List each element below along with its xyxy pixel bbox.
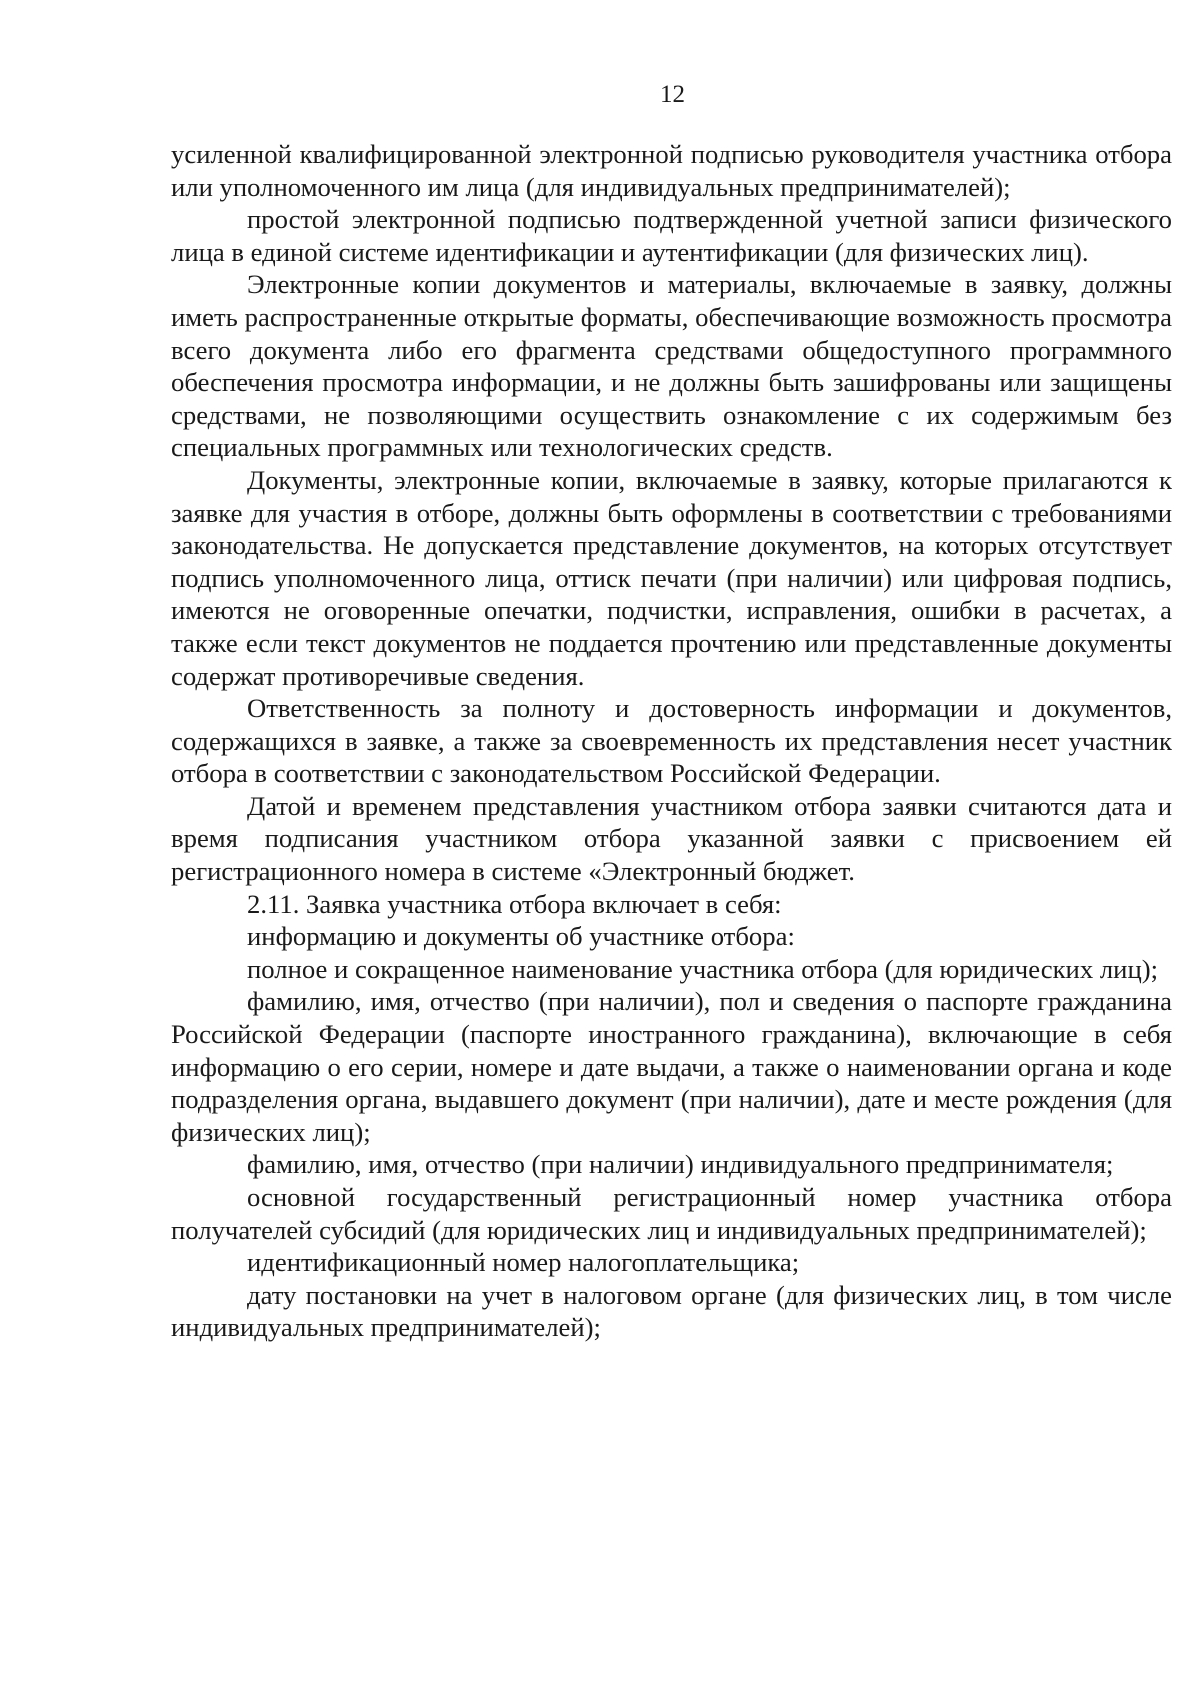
list-item: полное и сокращенное наименование участника отбора (для юридических лиц); [247,953,1159,984]
document-body [171,138,1172,1344]
list-item: фамилию, имя, отчество (при наличии) индивидуального предпринимателя; [247,1149,1114,1180]
list-item: фамилию, имя, отчество (при наличии), пол и сведения о паспорте гражданина Российской Федерации (паспорте иностранного гражданина), включающие в себя информацию о его серии, номере и дате выдачи, а также о наименовании органа и коде подразделения органа, выдавшего документ (при наличии), дате и месте рождения (для физических лиц); [171,986,1172,1147]
paragraph-continuation: усиленной квалифицированной электронной подписью руководителя участника отбора или уполномоченного им лица (для индивидуальных предпринимателей); [171,139,1172,202]
list-item: основной государственный регистрационный номер участника отбора получателей субсидий (для юридических лиц и индивидуальных предпринимателей); [171,1182,1172,1245]
paragraph: информацию и документы об участнике отбора: [247,921,795,952]
list-item: идентификационный номер налогоплательщика; [247,1247,800,1278]
paragraph: Ответственность за полноту и достоверность информации и документов, содержащихся в заявке, а также за своевременность их представления несет участник отбора в соответствии с законодательством Российской Федерации. [171,693,1172,789]
paragraph: Датой и временем представления участником отбора заявки считаются дата и время подписания участником отбора указанной заявки с присвоением ей регистрационного номера в системе «Электронный бюджет. [171,790,1172,887]
list-item: дату постановки на учет в налоговом органе (для физических лиц, в том числе индивидуальных предпринимателей); [171,1279,1172,1343]
paragraph: Электронные копии документов и материалы, включаемые в заявку, должны иметь распространенные открытые форматы, обеспечивающие возможность просмотра всего документа либо его фрагмента средствами общедоступного программного обеспечения просмотра информации, и не должны быть зашифрованы или защищены средствами, не позволяющими осуществить ознакомление с их содержимым без специальных программных или технологических средств. [171,269,1172,463]
page-number: 12 [660,81,685,108]
paragraph: Документы, электронные копии, включаемые в заявку, которые прилагаются к заявке для участия в отборе, должны быть оформлены в соответствии с требованиями законодательства. Не допускается представление документов, на которых отсутствует подпись уполномоченного лица, оттиск печати (при наличии) или цифровая подпись, имеются не оговоренные опечатки, подчистки, исправления, ошибки в расчетах, а также если текст документов не поддается прочтению или представленные документы содержат противоречивые сведения. [171,464,1172,691]
paragraph: простой электронной подписью подтвержденной учетной записи физического лица в единой системе идентификации и аутентификации (для физических лиц). [171,204,1172,267]
section-heading: 2.11. Заявка участника отбора включает в себя: [247,888,782,919]
